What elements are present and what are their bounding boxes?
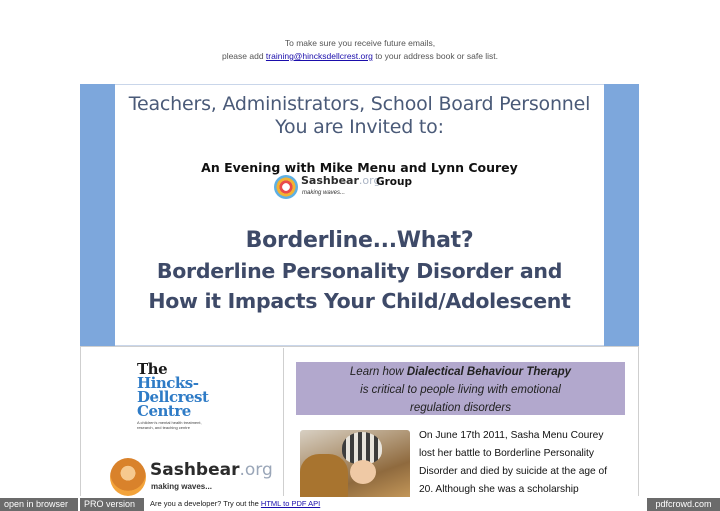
invite-line: You are Invited to: [275,116,444,138]
training-email-link[interactable]: training@hincksdellcrest.org [265,51,373,61]
notice-line-1: To make sure you receive future emails, [284,38,436,48]
hincks-logo-line-4: Centre [137,402,191,420]
banner-right-band [604,84,639,346]
column-divider [283,348,284,496]
notice-prefix: please add [221,51,266,61]
callout-line-1: Learn how Dialectical Behaviour Therapy [349,366,572,378]
hincks-logo-line-2: Hincks- [137,374,199,392]
notice-suffix: to your address book or safe list. [372,51,499,61]
group-logo-name: Sashbear.org [301,174,381,187]
sashbear-logo [110,458,273,496]
sasha-photo [300,430,410,500]
heart-circle-icon [274,175,298,199]
developer-message: Are you a developer? Try out the HTML to PDF API [150,499,321,508]
hincks-logo-line-3: Dellcrest [137,388,209,406]
headline-2: Borderline Personality Disorder and [156,259,563,283]
banner-left-band [80,84,115,346]
story-line-2: lost her battle to Borderline Personality [419,448,594,459]
sashbear-logo-tagline: making waves... [151,482,212,491]
hincks-logo-line-1: The [137,360,168,378]
email-notice [0,37,720,63]
photo-dog [300,454,348,500]
hincks-logo-subtitle: A children's mental health treatment, research, and teaching centre [137,420,202,430]
hincks-dellcrest-logo [137,362,233,442]
headline-1: Borderline...What? [245,228,474,253]
group-logo-tagline: making waves... [302,190,346,196]
callout-line-2: is critical to people living with emotional [360,384,561,396]
story-line-3: Disorder and died by suicide at the age of [419,466,608,477]
dbt-callout [296,362,625,415]
photo-face [350,460,376,484]
sashbear-logo-name: Sashbear.org [150,460,273,480]
sashbear-avatar [110,458,146,496]
pdfcrowd-brand-link[interactable]: pdfcrowd.com [647,498,720,511]
callout-line-3: regulation disorders [409,402,511,414]
invite-audience: Teachers, Administrators, School Board Personnel [128,93,591,115]
story-line-4: 20. Although she was a scholarship [419,484,579,495]
group-word: Group [376,176,413,188]
open-in-browser-button[interactable]: open in browser [0,498,78,511]
pro-version-button[interactable]: PRO version [80,498,144,511]
evening-title: An Evening with Mike Menu and Lynn Courey [201,160,518,175]
sashbear-group-logo [274,173,381,201]
pdfcrowd-bar [0,497,720,511]
html-to-pdf-api-link[interactable]: HTML to PDF API [260,499,321,508]
story-line-1: On June 17th 2011, Sasha Menu Courey [419,430,604,441]
sasha-story [419,427,639,499]
notice-line-2 [0,50,720,63]
headline-3: How it Impacts Your Child/Adolescent [148,289,571,313]
